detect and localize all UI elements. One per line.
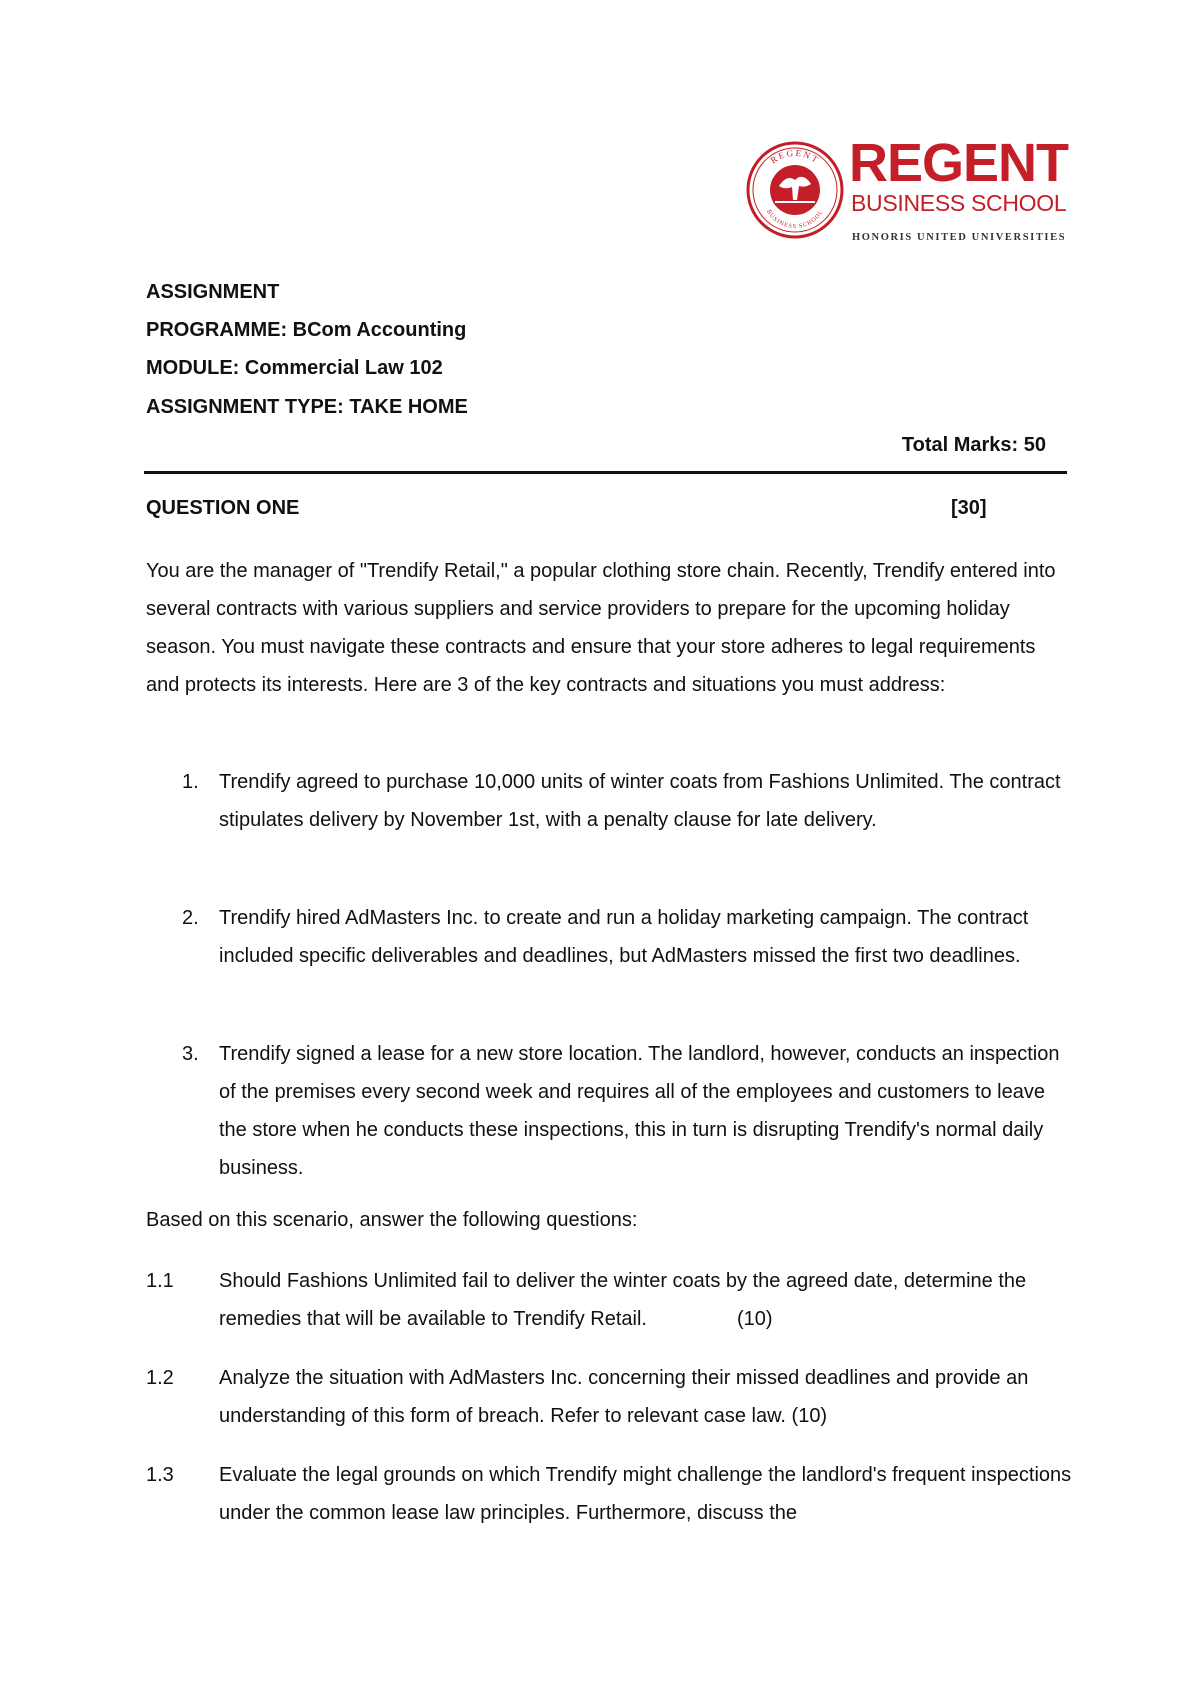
list-item-text: Trendify signed a lease for a new store location. The landlord, however, conducts an inspection of the premises every second week and requires all of the employees and customers to leave the store when he conducts these inspections, this in turn is disrupting Trendify's normal daily business. bbox=[219, 1043, 1060, 1179]
module-line: MODULE: Commercial Law 102 bbox=[146, 357, 443, 379]
logo-tagline: HONORIS UNITED UNIVERSITIES bbox=[852, 232, 1067, 243]
regent-logo bbox=[745, 133, 1075, 250]
subquestion-marks: (10) bbox=[737, 1308, 773, 1330]
subquestion-number: 1.2 bbox=[146, 1367, 174, 1389]
list-item-text: Trendify hired AdMasters Inc. to create and run a holiday marketing campaign. The contract included specific deliverables and deadlines, but AdMasters missed the first two deadlines. bbox=[219, 907, 1029, 967]
list-item bbox=[182, 1035, 1072, 1187]
svg-text:REGENT bbox=[769, 148, 822, 166]
seal-text-bottom: BUSINESS SCHOOL bbox=[765, 208, 825, 231]
seal-text-top: REGENT bbox=[768, 147, 822, 166]
list-item bbox=[182, 763, 1072, 839]
subquestion bbox=[146, 1456, 1076, 1532]
based-on-text: Based on this scenario, answer the following questions: bbox=[146, 1209, 638, 1231]
divider bbox=[144, 471, 1067, 474]
subquestion-number: 1.1 bbox=[146, 1270, 174, 1292]
subquestion bbox=[146, 1262, 1076, 1338]
question-title: QUESTION ONE bbox=[146, 497, 300, 519]
subquestion-text: Evaluate the legal grounds on which Trendify might challenge the landlord's frequent inspections under the common lease law principles. Furthermore, discuss the bbox=[219, 1464, 1072, 1524]
list-item-number: 1. bbox=[182, 771, 199, 793]
logo-name: REGENT bbox=[849, 133, 1069, 193]
regent-seal-icon bbox=[745, 140, 845, 240]
scenario-paragraph: You are the manager of "Trendify Retail," a popular clothing store chain. Recently, Trendify entered into several contracts with various suppliers and service providers to prepare for the upcoming holiday season. You must navigate these contracts and ensure that your store adheres to legal requirements and protects its interests. Here are 3 of the key contracts and situations you must address: bbox=[146, 560, 1056, 696]
subquestion-number: 1.3 bbox=[146, 1464, 174, 1486]
subquestion-text: Analyze the situation with AdMasters Inc. concerning their missed deadlines and provide an understanding of this form of breach. Refer to relevant case law. (10) bbox=[219, 1367, 1029, 1427]
subquestion bbox=[146, 1359, 1076, 1435]
assignment-heading: ASSIGNMENT bbox=[146, 281, 280, 303]
subquestion-text: Should Fashions Unlimited fail to deliver the winter coats by the agreed date, determine the remedies that will be available to Trendify Retail. bbox=[219, 1270, 1027, 1330]
list-item-number: 3. bbox=[182, 1043, 199, 1065]
total-marks: Total Marks: 50 bbox=[901, 434, 1046, 456]
question-marks: [30] bbox=[951, 497, 987, 519]
list-item-number: 2. bbox=[182, 907, 199, 929]
list-item bbox=[182, 899, 1072, 975]
logo-subtitle: BUSINESS SCHOOL bbox=[851, 190, 1067, 216]
programme-line: PROGRAMME: BCom Accounting bbox=[146, 319, 467, 341]
assignment-type-line: ASSIGNMENT TYPE: TAKE HOME bbox=[146, 396, 468, 418]
list-item-text: Trendify agreed to purchase 10,000 units of winter coats from Fashions Unlimited. The contract stipulates delivery by November 1st, with a penalty clause for late delivery. bbox=[219, 771, 1061, 831]
